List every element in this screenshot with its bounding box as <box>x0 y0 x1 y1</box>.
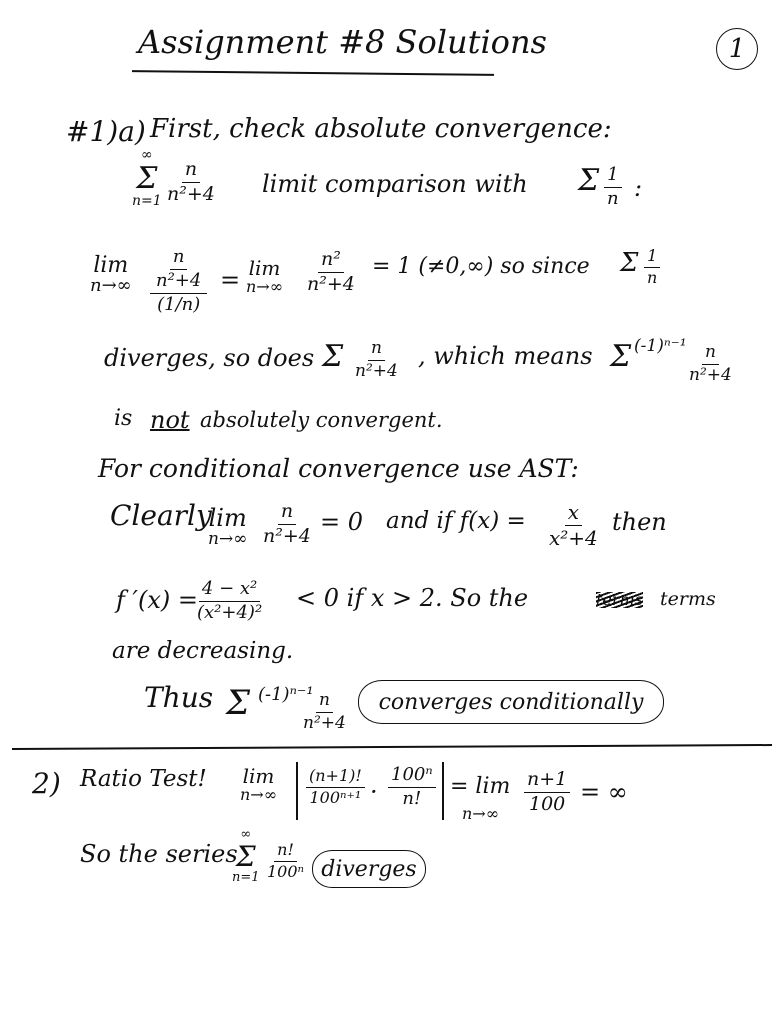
ratio-fraction <box>304 250 358 295</box>
lim2-subscript: n→∞ <box>246 277 284 296</box>
means-denominator: n²+4 <box>689 364 732 385</box>
means-numerator: n <box>702 344 719 365</box>
series-numerator: n <box>182 160 200 183</box>
since-sum-symbol: Σ <box>620 248 639 278</box>
lim-subscript: n→∞ <box>90 275 132 297</box>
compound-numerator <box>150 248 207 294</box>
clearly-lim-subscript: n→∞ <box>208 529 248 550</box>
page-title: Assignment #8 Solutions <box>138 23 547 61</box>
thus-sum-symbol: Σ <box>226 683 251 723</box>
sum-lower-limit: n=1 <box>132 193 162 210</box>
lim-word: lim <box>93 253 129 278</box>
since-numerator: 1 <box>644 248 660 268</box>
problem2-label: 2) <box>32 767 61 800</box>
series-denominator: n²+4 <box>167 182 215 205</box>
p2-fraction-c <box>524 770 570 815</box>
fprime-fraction <box>194 580 265 623</box>
compound-fraction <box>150 248 207 315</box>
p2-sum-symbol: Σ <box>235 839 256 873</box>
fprime-denominator: (x²+4)² <box>197 601 263 623</box>
absolutely-convergent-text: absolutely convergent. <box>200 408 443 432</box>
lim2-word: lim <box>248 256 281 280</box>
colon: : <box>634 174 643 202</box>
clearly-lim-word: lim <box>208 504 247 532</box>
clearly-text: Clearly <box>110 499 212 532</box>
thus-numerator: n <box>316 692 333 713</box>
thus-term <box>300 692 349 733</box>
page-number: 1 <box>728 34 746 64</box>
so-the-series-text: So the series <box>80 840 238 868</box>
section-divider <box>12 744 772 750</box>
not-text: not <box>150 406 190 434</box>
inner-fraction <box>153 248 204 291</box>
inner-numerator: n <box>170 248 188 270</box>
does-numerator: n <box>368 340 385 361</box>
p2-c-numerator: n+1 <box>524 770 570 793</box>
equals-1: = <box>220 266 241 294</box>
means-term <box>686 344 735 385</box>
are-decreasing-text: are decreasing. <box>112 638 294 664</box>
which-means-text: , which means <box>418 342 593 370</box>
does-term <box>352 340 401 381</box>
less-than-zero-text: < 0 if x > 2. So the <box>296 584 529 612</box>
conclusion1-oval <box>358 680 664 724</box>
ratio-numerator: n² <box>318 250 344 273</box>
clearly-denominator: n²+4 <box>263 524 311 547</box>
compound-denominator: (1/n) <box>157 293 201 315</box>
conditional-convergence-text: For conditional convergence use AST: <box>98 454 579 483</box>
p2-a-numerator: (n+1)! <box>306 768 365 788</box>
fx-fraction <box>546 502 601 549</box>
since-denominator: n <box>647 267 658 287</box>
crossed-out-word: terms <box>596 590 643 609</box>
p2-lim-word: lim <box>242 764 275 788</box>
p2-equals-lim: = lim <box>450 774 511 799</box>
and-if-text: and if f(x) = <box>386 508 526 534</box>
limit-1 <box>90 254 132 296</box>
does-denominator: n²+4 <box>355 360 398 381</box>
conclusion2-text: diverges <box>321 856 417 882</box>
p2-dot: · <box>370 778 378 806</box>
problem1-intro: First, check absolute convergence: <box>150 114 612 144</box>
clearly-limit <box>208 506 247 549</box>
page-number-circle <box>716 28 758 70</box>
p2-b-denominator: n! <box>402 787 422 809</box>
does-sum-symbol: Σ <box>322 339 344 374</box>
p2-sum-upper-limit: ∞ <box>240 827 252 842</box>
fprime-text: f ′(x) = <box>116 586 198 614</box>
title-underline <box>132 70 494 76</box>
abs-bar-left <box>296 762 298 820</box>
p2-limit <box>240 766 277 804</box>
fx-denominator: x²+4 <box>549 526 598 550</box>
abs-bar-right <box>442 762 444 820</box>
p2-fraction-b <box>388 766 436 809</box>
clearly-numerator: n <box>278 502 296 525</box>
inner-denominator: n²+4 <box>156 269 202 291</box>
thus-text: Thus <box>144 681 214 714</box>
p2-lim2-subscript: n→∞ <box>462 804 500 823</box>
p2-fraction-d <box>264 842 307 881</box>
p2-fraction-a <box>306 768 365 807</box>
conclusion2-oval <box>312 850 426 888</box>
series-sum <box>132 148 162 209</box>
compare-term <box>604 166 622 209</box>
p2-d-numerator: n! <box>274 842 297 862</box>
equals-zero: = 0 <box>320 508 364 536</box>
limit-result-text: = 1 (≠0,∞) so since <box>372 254 590 279</box>
limit-2 <box>246 258 283 296</box>
conclusion1-text: converges conditionally <box>378 689 644 715</box>
compare-denominator: n <box>607 187 619 209</box>
terms-text: terms <box>660 588 716 610</box>
compare-numerator: 1 <box>604 166 621 188</box>
ratio-denominator: n²+4 <box>307 272 355 295</box>
ratio-test-text: Ratio Test! <box>80 766 207 792</box>
p2-equals-infinity: = ∞ <box>580 778 628 806</box>
thus-denominator: n²+4 <box>303 712 346 733</box>
is-text: is <box>114 406 133 431</box>
series-term <box>164 160 218 205</box>
since-term <box>644 248 660 287</box>
sum-upper-limit: ∞ <box>140 147 153 163</box>
clearly-fraction <box>260 502 314 547</box>
p2-d-denominator: 100ⁿ <box>267 861 305 881</box>
problem1-label: #1)a) <box>66 115 146 148</box>
thus-factor: (-1)ⁿ⁻¹ <box>258 684 314 705</box>
sum-symbol: Σ <box>136 160 158 196</box>
p2-a-denominator: 100ⁿ⁺¹ <box>309 787 362 807</box>
p2-lim-subscript: n→∞ <box>240 785 278 804</box>
then-text: then <box>612 508 667 536</box>
means-factor: (-1)ⁿ⁻¹ <box>634 336 687 356</box>
means-sum-symbol: Σ <box>610 339 632 374</box>
p2-series-sum <box>232 828 260 885</box>
p2-c-denominator: 100 <box>528 792 566 815</box>
fx-numerator: x <box>565 502 582 526</box>
p2-sum-lower-limit: n=1 <box>232 870 260 886</box>
limit-comparison-text: limit comparison with <box>262 170 528 198</box>
p2-b-numerator: 100ⁿ <box>388 766 436 788</box>
diverges-text: diverges, so does <box>104 344 315 372</box>
fprime-numerator: 4 − x² <box>199 580 260 602</box>
compare-sum-symbol: Σ <box>578 163 600 198</box>
